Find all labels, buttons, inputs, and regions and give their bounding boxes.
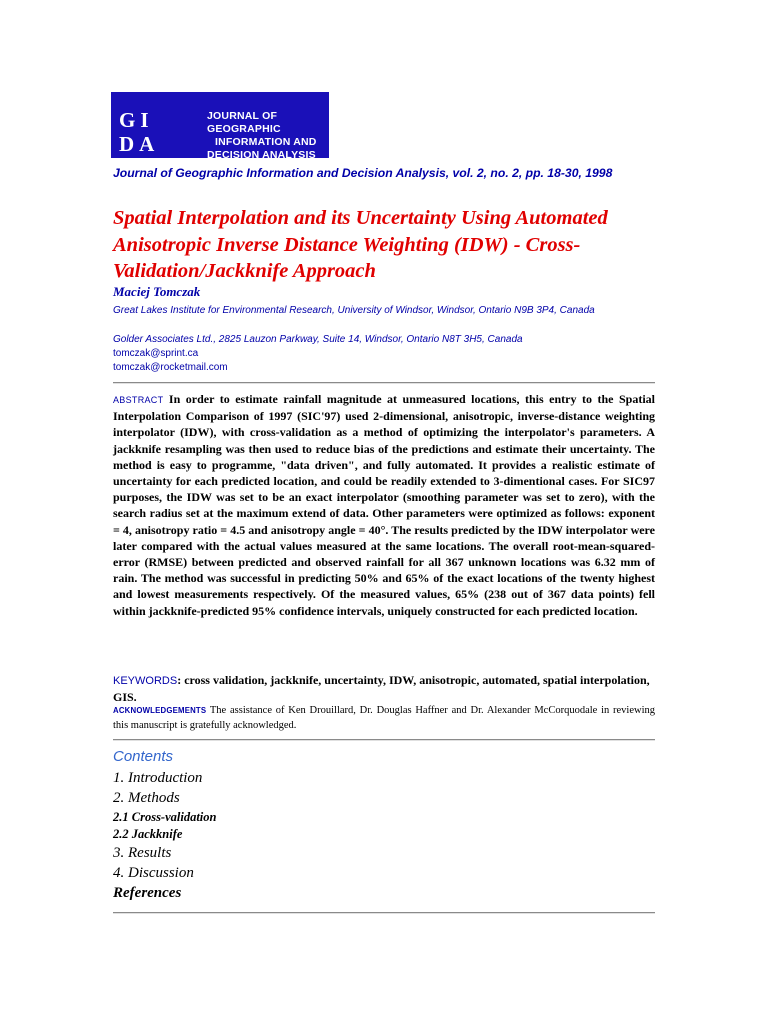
toc-item-methods[interactable]: 2. Methods bbox=[113, 790, 180, 806]
keywords-text: cross validation, jackknife, uncertainty, IDW, anisotropic, automated, spatial interpolation, GIS. bbox=[113, 673, 650, 705]
toc-item-references[interactable]: References bbox=[113, 885, 182, 901]
affiliation-2: Golder Associates Ltd., 2825 Lauzon Parkway, Suite 14, Windsor, Ontario N8T 3H5, Canada bbox=[113, 334, 523, 345]
abstract-label: ABSTRACT bbox=[113, 395, 164, 405]
keywords-label: KEYWORDS bbox=[113, 675, 178, 687]
logo-title-line: INFORMATION AND bbox=[215, 136, 317, 148]
abstract-text: In order to estimate rainfall magnitude at unmeasured locations, this entry to the Spatial Interpolation Comparison of 1997 (SIC'97) used 2-dimensional, anisotropic, inverse-distance weighting interpolator (IDW), with cross-validation as a method of optimizing the interpolator's parameters. A jackknife resampling was then used to reduce bias of the predictions and estimate their uncertainty. The method is easy to programme, "data driven", and fully automated. It provides a realistic estimate of uncertainty for each predicted location, and could be readily extended to 3-dimentional cases. For SIC97 purposes, the IDW was set to be an exact interpolator (smoothing parameter was set to zero), with the search radius set at the maximum extend of data. Other parameters were optimized as follows: exponent = 4, anisotropy ratio = 4.5 and anisotropy angle = 40°. The results predicted by the IDW interpolator were later compared with the actual values measured at the same locations. The overall root-mean-squared-error (RMSE) between predicted and observed rainfall for all 367 unknown locations was 6.32 mm of rain. The method was successful in predicting 50% and 65% of the exact locations of the twenty highest and lowest measurements respectively. Of the measured values, 65% (238 out of 367 data points) fell within jackknife-predicted 95% confidence intervals, uniquely constructed for each predicted location. bbox=[113, 392, 656, 618]
logo-title-line: JOURNAL OF GEOGRAPHIC bbox=[207, 110, 281, 135]
email-link[interactable]: tomczak@rocketmail.com bbox=[113, 362, 228, 373]
keywords: KEYWORDS: cross validation, jackknife, uncertainty, IDW, anisotropic, automated, spatial interpolation, GIS. bbox=[113, 673, 650, 705]
logo-journal-title bbox=[207, 110, 329, 162]
toc-item-introduction[interactable]: 1. Introduction bbox=[113, 770, 203, 786]
toc-item-cross-validation[interactable]: 2.1 Cross-validation bbox=[113, 810, 217, 824]
toc-item-discussion[interactable]: 4. Discussion bbox=[113, 865, 194, 881]
author-name: Maciej Tomczak bbox=[113, 284, 201, 299]
logo-title-line: DECISION ANALYSIS bbox=[207, 149, 316, 161]
acknowledgements-label: ACKNOWLEDGEMENTS bbox=[113, 706, 207, 715]
email-link[interactable]: tomczak@sprint.ca bbox=[113, 348, 199, 359]
affiliation-1: Great Lakes Institute for Environmental Research, University of Windsor, Windsor, Ontario N9B 3P4, Canada bbox=[113, 305, 595, 316]
divider bbox=[113, 912, 655, 914]
toc-item-results[interactable]: 3. Results bbox=[113, 845, 172, 861]
paper-title: Spatial Interpolation and its Uncertainty Using Automated Anisotropic Inverse Distance Weighting (IDW) - Cross-Validation/Jackknife Approach bbox=[113, 207, 608, 282]
contents-heading: Contents bbox=[113, 748, 174, 765]
acknowledgements bbox=[113, 704, 655, 733]
journal-logo bbox=[111, 92, 329, 161]
acknowledgements-text: The assistance of Ken Drouillard, Dr. Douglas Haffner and Dr. Alexander McCorquodale in reviewing this manuscript is gratefully acknowledged. bbox=[113, 705, 656, 731]
logo-letters-bottom: DA bbox=[119, 132, 160, 156]
journal-citation: Journal of Geographic Information and Decision Analysis, vol. 2, no. 2, pp. 18-30, 1998 bbox=[113, 166, 613, 180]
abstract bbox=[113, 391, 655, 619]
logo-letters-top: GI bbox=[119, 108, 154, 132]
divider bbox=[113, 739, 655, 741]
toc-item-jackknife[interactable]: 2.2 Jackknife bbox=[113, 827, 183, 841]
divider bbox=[113, 382, 655, 384]
logo-letters bbox=[119, 110, 159, 154]
